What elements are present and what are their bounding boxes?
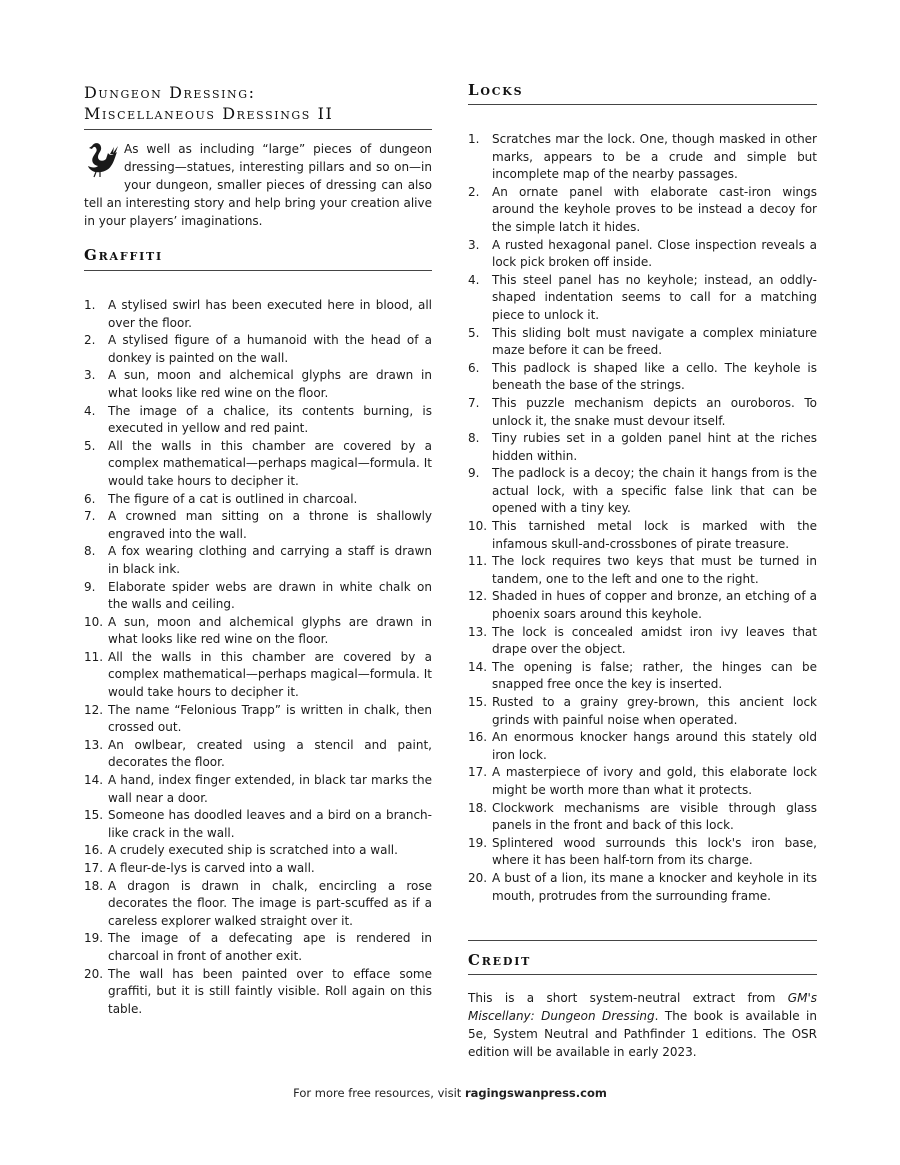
graffiti-item-number: 8. xyxy=(84,544,96,559)
credit-paragraph xyxy=(468,989,817,1061)
lock-item xyxy=(468,184,817,237)
lock-item-text: Scratches mar the lock. One, though masked in other marks, appears to be a crude and simple but incomplete map of the nearby passages. xyxy=(492,132,817,182)
lock-item xyxy=(468,518,817,553)
graffiti-item-number: 17. xyxy=(84,861,104,875)
graffiti-item-text: A fox wearing clothing and carrying a staff is drawn in black ink. xyxy=(108,544,432,576)
lock-item-text: This sliding bolt must navigate a complex miniature maze before it can be freed. xyxy=(492,325,817,358)
lock-item-number: 4. xyxy=(468,272,480,287)
footer-link[interactable]: ragingswanpress.com xyxy=(464,1086,607,1100)
lock-item-number: 16. xyxy=(468,730,488,745)
lock-item xyxy=(468,624,817,659)
lock-item-text: Shaded in hues of copper and bronze, an etching of a phoenix soars around this keyhole. xyxy=(492,589,817,622)
lock-item-text: An enormous knocker hangs around this stately old iron lock. xyxy=(492,730,817,762)
graffiti-item xyxy=(84,543,432,578)
graffiti-heading: Graffiti xyxy=(84,246,163,264)
lock-item xyxy=(468,659,817,694)
graffiti-item-number: 2. xyxy=(84,333,96,348)
lock-item-number: 10. xyxy=(468,519,488,534)
lock-item-number: 11. xyxy=(468,554,488,569)
lock-item-text: The padlock is a decoy; the chain it hangs from is the actual lock, with a specific false link that can be opened with a tiny key. xyxy=(492,466,817,516)
graffiti-item-text: The image of a chalice, its contents burning, is executed in yellow and red paint. xyxy=(108,403,432,436)
lock-item xyxy=(468,800,817,835)
graffiti-item-text: An owlbear, created using a stencil and paint, decorates the floor. xyxy=(108,737,432,770)
lock-item-number: 6. xyxy=(468,360,480,375)
lock-item xyxy=(468,237,817,272)
graffiti-item-number: 7. xyxy=(84,509,96,524)
graffiti-item xyxy=(84,367,432,402)
graffiti-item xyxy=(84,930,432,965)
title-line-2: Miscellaneous Dressings II xyxy=(84,104,334,123)
graffiti-item xyxy=(84,579,432,614)
credit-heading: Credit xyxy=(468,951,532,970)
credit-book-title: GM's Miscellany: Dungeon Dressing xyxy=(468,991,817,1024)
lock-item-text: Rusted to a grainy grey-brown, this ancient lock grinds with painful noise when operated. xyxy=(492,695,817,727)
graffiti-item-number: 9. xyxy=(84,579,96,594)
graffiti-item-text: Elaborate spider webs are drawn in white chalk on the walls and ceiling. xyxy=(108,579,432,612)
graffiti-item-number: 16. xyxy=(84,843,104,858)
lock-item-text: The lock is concealed amidst iron ivy leaves that drape over the object. xyxy=(492,624,817,657)
footer-text: For more free resources, visit xyxy=(293,1086,465,1100)
lock-item-text: Splintered wood surrounds this lock's iron base, where it has been half-torn from its charge. xyxy=(492,835,817,868)
graffiti-item-text: A sun, moon and alchemical glyphs are drawn in what looks like red wine on the floor. xyxy=(108,368,432,400)
lock-item-number: 8. xyxy=(468,431,480,446)
graffiti-item-number: 19. xyxy=(84,931,104,946)
graffiti-item-number: 20. xyxy=(84,966,104,981)
graffiti-item xyxy=(84,508,432,543)
lock-item xyxy=(468,465,817,518)
lock-item-number: 2. xyxy=(468,184,480,199)
lock-item xyxy=(468,395,817,430)
graffiti-item-text: The figure of a cat is outlined in charcoal. xyxy=(108,491,358,506)
graffiti-item-text: A crudely executed ship is scratched into a wall. xyxy=(108,843,398,858)
graffiti-item-number: 12. xyxy=(84,702,104,717)
graffiti-item-text: A stylised swirl has been executed here in blood, all over the floor. xyxy=(108,298,432,330)
lock-item-text: This steel panel has no keyhole; instead, an oddly-shaped indentation seems to call for a matching piece to unlock it. xyxy=(492,272,817,322)
lock-item xyxy=(468,764,817,799)
graffiti-item-text: All the walls in this chamber are covered by a complex mathematical—perhaps magical—formula. It would take hours to decipher it. xyxy=(108,438,432,488)
lock-item-text: This tarnished metal lock is marked with the infamous skull-and-crossbones of pirate treasure. xyxy=(492,519,817,551)
graffiti-item-number: 3. xyxy=(84,368,96,383)
graffiti-item-text: The wall has been painted over to efface some graffiti, but it is still faintly visible. Roll again on this table. xyxy=(108,966,432,1016)
graffiti-rule xyxy=(84,270,432,271)
lock-item-text: Clockwork mechanisms are visible through glass panels in the front and back of this lock. xyxy=(492,800,817,833)
graffiti-item xyxy=(84,438,432,491)
lock-item-number: 18. xyxy=(468,800,488,815)
lock-item-number: 19. xyxy=(468,835,488,850)
graffiti-item xyxy=(84,649,432,702)
lock-item xyxy=(468,729,817,764)
graffiti-item-text: The image of a defecating ape is rendered in charcoal in front of another exit. xyxy=(108,931,432,963)
lock-item xyxy=(468,694,817,729)
lock-item-number: 15. xyxy=(468,695,488,709)
lock-item xyxy=(468,430,817,465)
intro-text: As well as including “large” pieces of dungeon dressing—statues, interesting pillars and so on—in your dungeon, smaller pieces of dressing can also tell an interesting story and help bring your creation alive in your players’ imaginations. xyxy=(84,142,432,228)
graffiti-list xyxy=(84,297,432,1018)
graffiti-item-text: A stylised figure of a humanoid with the head of a donkey is painted on the wall. xyxy=(108,333,432,365)
lock-item-text: Tiny rubies set in a golden panel hint at the riches hidden within. xyxy=(492,431,817,463)
lock-item-text: A masterpiece of ivory and gold, this elaborate lock might be worth more than what it protects. xyxy=(492,765,817,797)
document-title xyxy=(84,82,432,124)
lock-item xyxy=(468,870,817,905)
left-column xyxy=(84,80,432,1018)
locks-heading: Locks xyxy=(468,81,524,99)
lock-item-number: 20. xyxy=(468,870,488,885)
graffiti-item-text: Someone has doodled leaves and a bird on a branch-like crack in the wall. xyxy=(108,808,432,840)
graffiti-item-number: 10. xyxy=(84,614,104,629)
credit-rule xyxy=(468,974,817,975)
graffiti-item-number: 11. xyxy=(84,649,104,664)
lock-item xyxy=(468,588,817,623)
graffiti-item-text: The name “Felonious Trapp” is written in chalk, then crossed out. xyxy=(108,702,432,735)
graffiti-item-text: A hand, index finger extended, in black tar marks the wall near a door. xyxy=(108,773,432,805)
graffiti-item-text: All the walls in this chamber are covered by a complex mathematical—perhaps magical—formula. It would take hours to decipher it. xyxy=(108,649,432,700)
graffiti-item-text: A crowned man sitting on a throne is shallowly engraved into the wall. xyxy=(108,509,432,541)
graffiti-item-number: 1. xyxy=(84,298,96,312)
graffiti-item xyxy=(84,614,432,649)
graffiti-item xyxy=(84,772,432,807)
lock-item-text: This puzzle mechanism depicts an ouroboros. To unlock it, the snake must devour itself. xyxy=(492,395,817,428)
lock-item-number: 14. xyxy=(468,659,488,674)
lock-item-text: The opening is false; rather, the hinges can be snapped free once the key is inserted. xyxy=(492,659,817,692)
lock-item xyxy=(468,272,817,325)
right-column xyxy=(468,80,817,1073)
lock-item-text: A rusted hexagonal panel. Close inspection reveals a lock pick broken off inside. xyxy=(492,237,817,270)
graffiti-item-text: A fleur-de-lys is carved into a wall. xyxy=(108,861,315,875)
lock-item-number: 12. xyxy=(468,589,488,604)
graffiti-item-number: 15. xyxy=(84,808,104,823)
graffiti-item xyxy=(84,807,432,842)
lock-item-number: 13. xyxy=(468,624,488,639)
lock-item-text: An ornate panel with elaborate cast-iron wings around the keyhole proves to be instead a decoy for the simple latch it hides. xyxy=(492,184,817,234)
lock-item xyxy=(468,835,817,870)
graffiti-item xyxy=(84,702,432,737)
credit-top-rule xyxy=(468,940,817,941)
lock-item-text: A bust of a lion, its mane a knocker and keyhole in its mouth, protrudes from the surrounding frame. xyxy=(492,870,817,903)
graffiti-item-number: 6. xyxy=(84,491,96,506)
graffiti-item-number: 4. xyxy=(84,403,96,418)
lock-item-number: 9. xyxy=(468,466,480,481)
swan-logo-icon xyxy=(84,140,120,178)
graffiti-item xyxy=(84,491,432,509)
lock-item-text: The lock requires two keys that must be turned in tandem, one to the left and one to the right. xyxy=(492,554,817,586)
lock-item-text: This padlock is shaped like a cello. The keyhole is beneath the base of the strings. xyxy=(492,360,817,393)
lock-item xyxy=(468,325,817,360)
lock-item-number: 5. xyxy=(468,325,480,340)
lock-item-number: 7. xyxy=(468,395,480,410)
graffiti-item-number: 14. xyxy=(84,773,104,788)
locks-rule xyxy=(468,104,817,105)
graffiti-item-text: A sun, moon and alchemical glyphs are drawn in what looks like red wine on the floor. xyxy=(108,614,432,647)
graffiti-item xyxy=(84,966,432,1019)
graffiti-item xyxy=(84,403,432,438)
graffiti-item xyxy=(84,297,432,332)
footer xyxy=(0,1086,900,1100)
intro-paragraph xyxy=(84,140,432,230)
graffiti-item xyxy=(84,332,432,367)
lock-item-number: 1. xyxy=(468,132,480,146)
lock-item-number: 17. xyxy=(468,765,488,780)
graffiti-item-number: 18. xyxy=(84,878,104,893)
title-rule xyxy=(84,129,432,130)
lock-item xyxy=(468,360,817,395)
graffiti-item xyxy=(84,878,432,931)
graffiti-item xyxy=(84,860,432,878)
title-line-1: Dungeon Dressing: xyxy=(84,83,256,102)
lock-item-number: 3. xyxy=(468,237,480,252)
graffiti-item xyxy=(84,842,432,860)
locks-list xyxy=(468,131,817,905)
graffiti-item-text: A dragon is drawn in chalk, encircling a rose decorates the floor. The image is part-scuffed as if a careless explorer walked straight over it. xyxy=(108,878,432,928)
graffiti-item-number: 5. xyxy=(84,438,96,453)
lock-item xyxy=(468,553,817,588)
graffiti-item-number: 13. xyxy=(84,737,104,752)
credit-text-2: . The book is available in 5e, System Neutral and Pathfinder 1 editions. The OSR edition will be available in early 2023. xyxy=(468,1009,817,1060)
graffiti-item xyxy=(84,737,432,772)
credit-text-1: This is a short system-neutral extract from xyxy=(468,991,788,1006)
lock-item xyxy=(468,131,817,184)
